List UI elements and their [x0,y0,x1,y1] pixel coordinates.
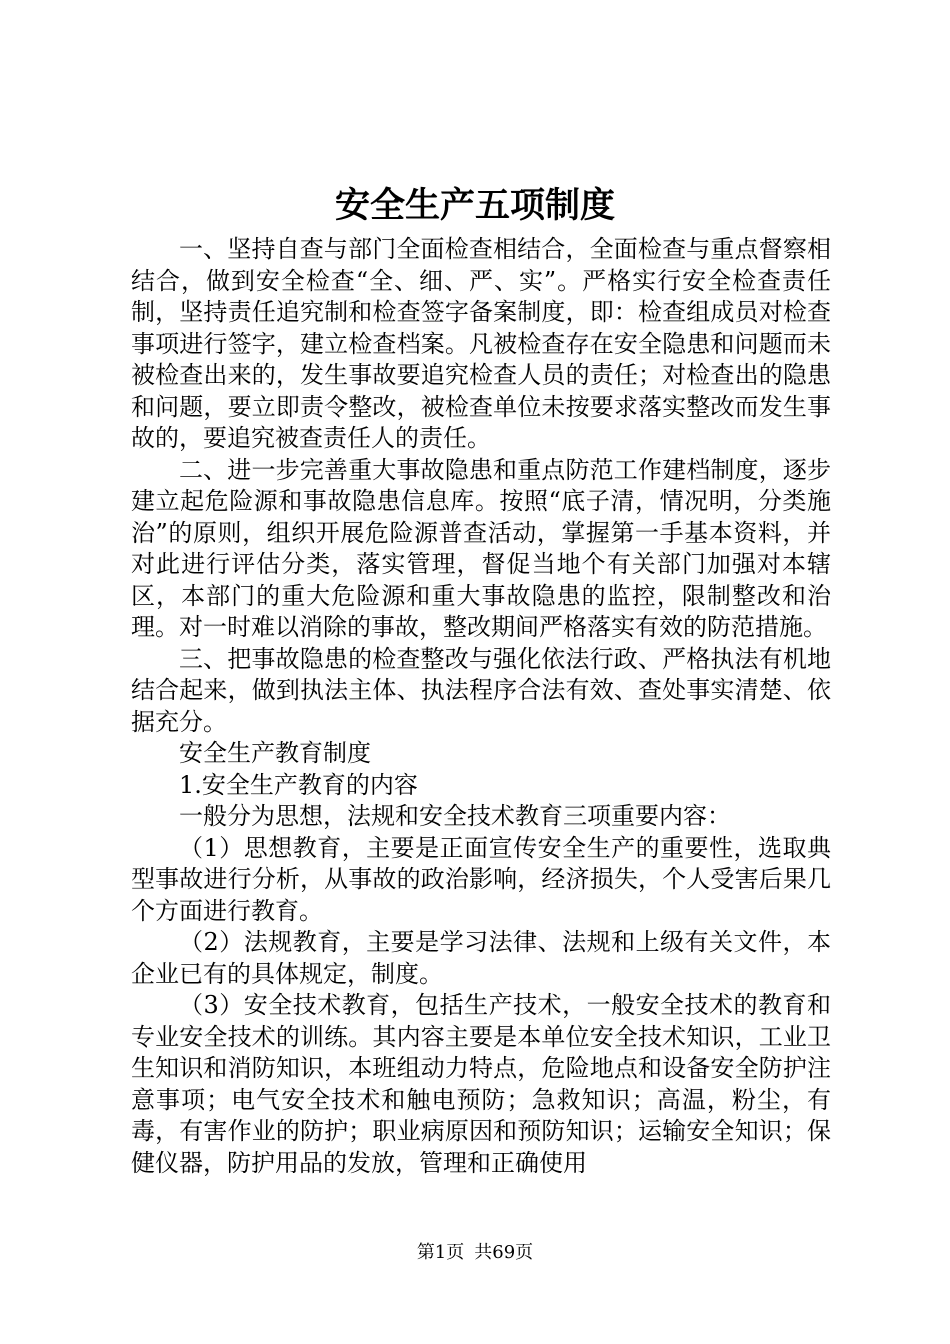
paragraph-6: 一般分为思想，法规和安全技术教育三项重要内容： [179,802,731,830]
page-footer [0,1241,950,1265]
section-heading: 安全生产教育制度 [179,739,371,767]
paragraph-7: （1）思想教育，主要是正面宣传安全生产的重要性，选取典型事故进行分析，从事故的政治影响，经济损失，个人受害后果几个方面进行教育。 [131,833,831,925]
paragraph-8: （2）法规教育，主要是学习法律、法规和上级有关文件，本企业已有的具体规定，制度。 [131,928,831,988]
page-total: 共69页 [474,1242,534,1263]
paragraph-3: 三、把事故隐患的检查整改与强化依法行政、严格执法有机地结合起来，做到执法主体、执法程序合法有效、查处事实清楚、依据充分。 [131,644,831,736]
document-body [131,234,831,1179]
page-number: 第1页 [416,1242,465,1263]
paragraph-1: 一、坚持自查与部门全面检查相结合，全面检查与重点督察相结合，做到安全检查“全、细、严、实”。严格实行安全检查责任制，坚持责任追究制和检查签字备案制度，即：检查组成员对检查事项进行签字，建立检查档案。凡被检查存在安全隐患和问题而未被检查出来的，发生事故要追究检查人员的责任；对检查出的隐患和问题，要立即责令整改，被检查单位未按要求落实整改而发生事故的，要追究被查责任人的责任。 [131,235,831,452]
document-title: 安全生产五项制度 [334,185,615,226]
subsection-heading: 1.安全生产教育的内容 [179,770,418,799]
paragraph-2: 二、进一步完善重大事故隐患和重点防范工作建档制度，逐步建立起危险源和事故隐患信息库。按照“底子清，情况明，分类施治”的原则，组织开展危险源普查活动，掌握第一手基本资料，并对此进行评估分类，落实管理，督促当地个有关部门加强对本辖区，本部门的重大危险源和重大事故隐患的监控，限制整改和治理。对一时难以消除的事故，整改期间严格落实有效的防范措施。 [131,455,831,641]
paragraph-9: （3）安全技术教育，包括生产技术，一般安全技术的教育和专业安全技术的训练。其内容主要是本单位安全技术知识，工业卫生知识和消防知识，本班组动力特点，危险地点和设备安全防护注意事项；电气安全技术和触电预防；急救知识；高温，粉尘，有毒，有害作业的防护；职业病原因和预防知识；运输安全知识；保健仪器，防护用品的发放，管理和正确使用 [131,991,831,1177]
